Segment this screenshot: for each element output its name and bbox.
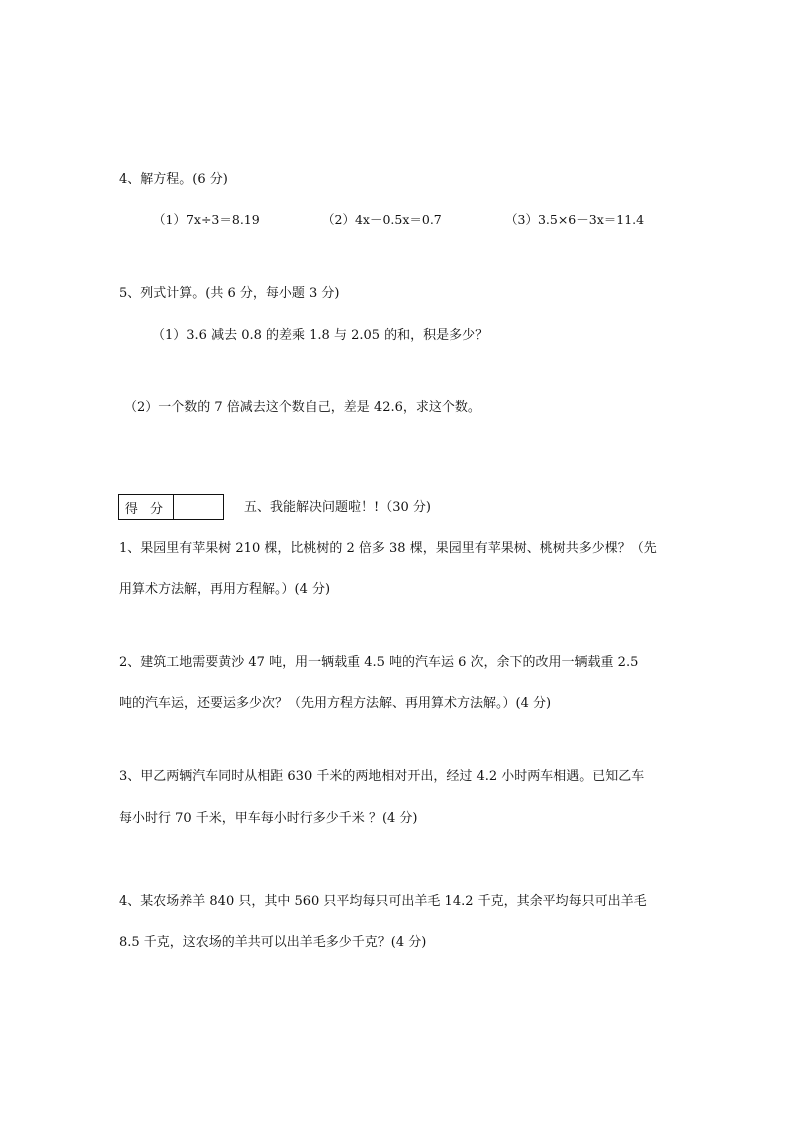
problem-4-line-1: 4、某农场养羊 840 只，其中 560 只平均每只可出羊毛 14.2 千克，其余平均每只可出羊毛 [119, 894, 647, 909]
question-4-heading: 4、解方程。(6 分) [119, 172, 228, 187]
question-5-item-2: （2）一个数的 7 倍减去这个数自己，差是 42.6，求这个数。 [124, 400, 481, 415]
equation-3: （3）3.5×6－3x＝11.4 [505, 212, 645, 227]
problem-3-line-2: 每小时行 70 千米，甲车每小时行多少千米 ？(4 分) [119, 811, 418, 826]
problem-4-line-2: 8.5 千克，这农场的羊共可以出羊毛多少千克？(4 分) [119, 935, 427, 950]
problem-2-line-1: 2、建筑工地需要黄沙 47 吨，用一辆载重 4.5 吨的汽车运 6 次，余下的改用一辆载重 2.5 [119, 655, 639, 670]
problem-2-line-2: 吨的汽车运，还要运多少次？（先用方程方法解、再用算术方法解。）(4 分) [119, 696, 552, 711]
equation-1: （1）7x÷3＝8.19 [153, 212, 260, 227]
score-box [118, 494, 224, 520]
problem-1-line-2: 用算术方法解，再用方程解。）(4 分) [119, 582, 331, 597]
equation-2: （2）4x－0.5x＝0.7 [322, 212, 442, 227]
section-5-title: 五、我能解决问题啦！!（30 分) [244, 500, 431, 515]
problem-1-line-1: 1、果园里有苹果树 210 棵，比桃树的 2 倍多 38 棵，果园里有苹果树、桃树共多少棵？（先 [119, 541, 657, 556]
question-5-item-1: （1）3.6 减去 0.8 的差乘 1.8 与 2.05 的和，积是多少？ [152, 328, 489, 343]
question-5-heading: 5、列式计算。(共 6 分，每小题 3 分) [119, 286, 340, 301]
score-label: 得 分 [119, 495, 174, 519]
score-blank-cell [174, 495, 223, 519]
problem-3-line-1: 3、甲乙两辆汽车同时从相距 630 千米的两地相对开出，经过 4.2 小时两车相遇。已知乙车 [119, 769, 645, 784]
